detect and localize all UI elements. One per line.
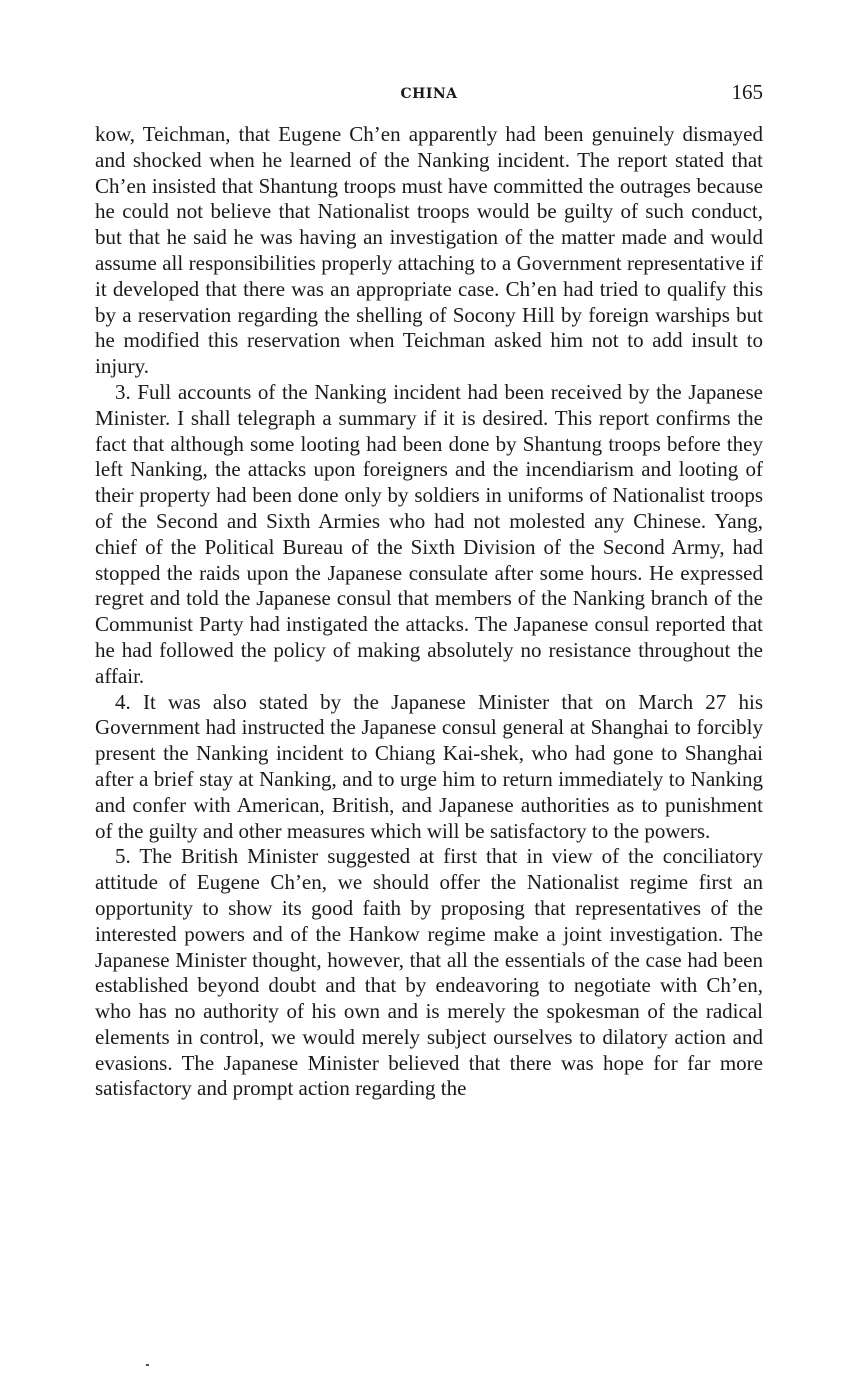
body-text: [95, 122, 763, 1102]
paragraph-continuation: kow, Teichman, that Eugene Ch’en apparently had been genuinely dismayed and shocked when he learned of the Nanking incident. The report stated that Ch’en insisted that Shantung troops must have committed the outrages because he could not believe that Nationalist troops would be guilty of such conduct, but that he said he was having an investigation of the matter made and would assume all responsibilities properly attaching to a Government representative if it developed that there was an appropriate case. Ch’en had tried to qualify this by a reservation regarding the shelling of Socony Hill by foreign warships but he modified this reservation when Teichman asked him not to add insult to injury.: [95, 122, 763, 379]
running-head: [95, 80, 763, 110]
scan-speck: [146, 1364, 149, 1366]
document-page: [95, 80, 763, 1102]
paragraph-5: 5. The British Minister suggested at first that in view of the conciliatory attitude of Eugene Ch’en, we should offer the Nationalist regime first an opportunity to show its good faith by proposing that representatives of the interested powers and of the Hankow regime make a joint investigation. The Japanese Minister thought, however, that all the essentials of the case had been established beyond doubt and that by endeavoring to negotiate with Ch’en, who has no authority of his own and is merely the spokesman of the radical elements in control, we would merely subject ourselves to dilatory action and evasions. The Japanese Minister believed that there was hope for far more satisfactory and prompt action regarding the: [95, 844, 763, 1101]
paragraph-3: 3. Full accounts of the Nanking incident had been received by the Japanese Minister. I shall telegraph a summary if it is desired. This report confirms the fact that although some looting had been done by Shantung troops before they left Nanking, the attacks upon foreigners and the incendiarism and looting of their property had been done only by soldiers in uniforms of Nationalist troops of the Second and Sixth Armies who had not molested any Chinese. Yang, chief of the Political Bureau of the Sixth Division of the Second Army, had stopped the raids upon the Japanese consulate after some hours. He expressed regret and told the Japanese consul that members of the Nanking branch of the Communist Party had instigated the attacks. The Japanese consul reported that he had followed the policy of making absolutely no resistance throughout the affair.: [95, 379, 763, 688]
page-number: 165: [731, 80, 763, 104]
paragraph-4: 4. It was also stated by the Japanese Minister that on March 27 his Government had instructed the Japanese consul general at Shanghai to forcibly present the Nanking incident to Chiang Kai-shek, who had gone to Shanghai after a brief stay at Nanking, and to urge him to return immediately to Nanking and confer with American, British, and Japanese authorities as to punishment of the guilty and other measures which will be satisfactory to the powers.: [95, 689, 763, 843]
running-title: CHINA: [400, 86, 458, 102]
